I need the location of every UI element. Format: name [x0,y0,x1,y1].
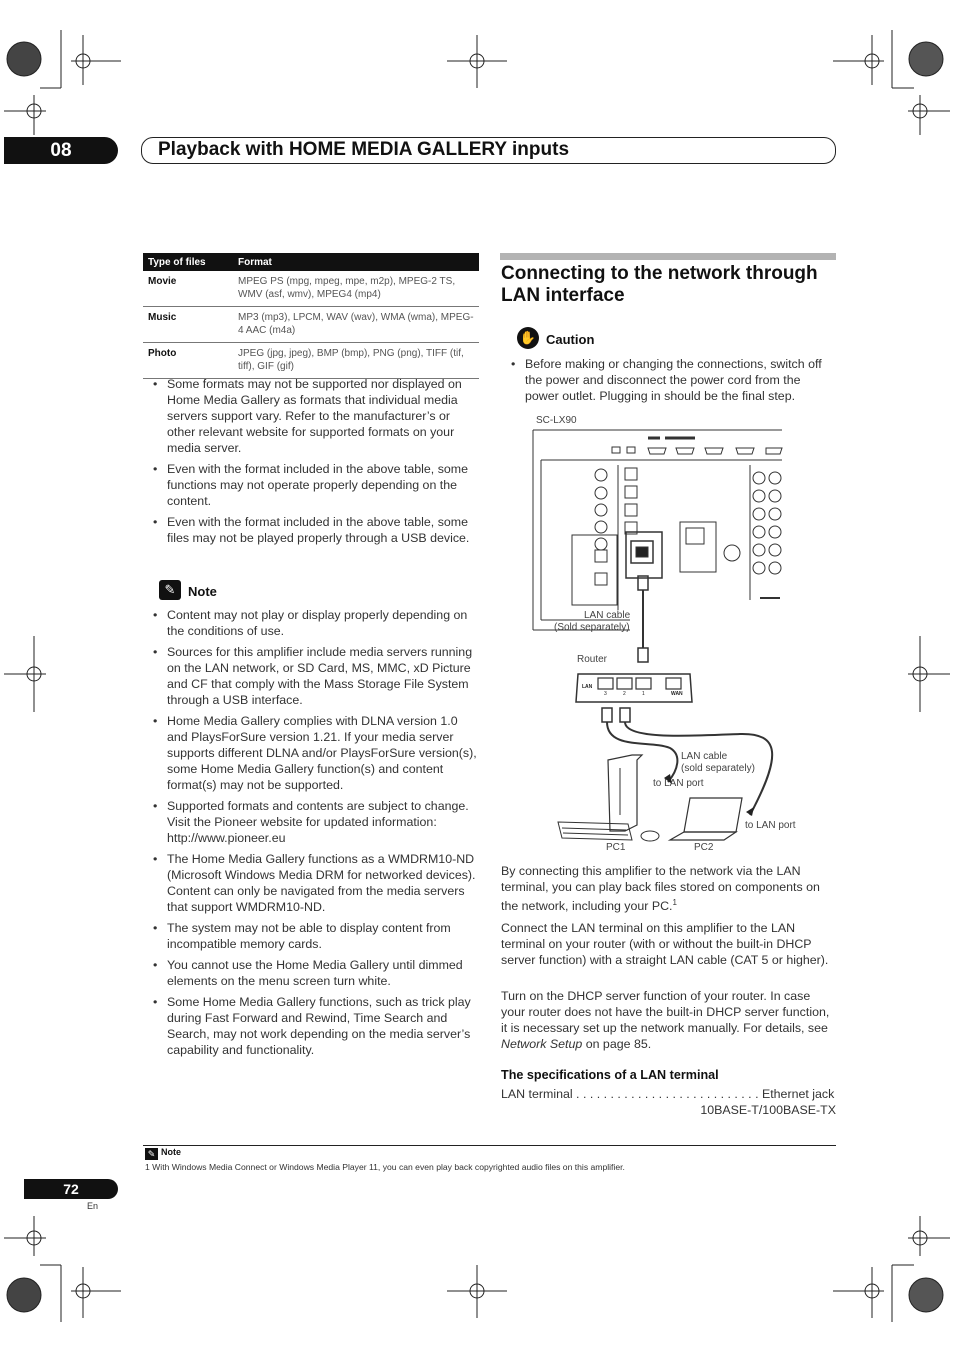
column-header-type: Type of files [143,253,233,271]
footnote-text: 1 With Windows Media Connect or Windows Media Player 11, you can even play back copyrighted audio files on this amplifier. [145,1162,625,1172]
language-code: En [87,1201,99,1211]
router-port-number: 3 [604,691,607,697]
chapter-number: 08 [4,137,118,164]
paragraph-intro [501,863,836,914]
format-notes-list [153,376,479,551]
router-label: Router [577,654,608,665]
list-item: • The Home Media Gallery functions as a WMDRM10-ND (Microsoft Windows Media DRM for networked devices). Content can only be navigated from the media servers that support WMDRM10-ND. [153,851,479,915]
paragraph-text: By connecting this amplifier to the network via the LAN terminal, you can play back files stored on components on the network, including your PC. [501,864,820,914]
chapter-title: Playback with HOME MEDIA GALLERY inputs [158,139,570,160]
list-item: • Sources for this amplifier include media servers running on the LAN network, or SD Card, MS, MMC, xD Picture and CF that comply with the Mass Storage File System through a USB interface. [153,644,479,708]
note-list [153,607,479,1063]
section-title: Connecting to the network through LAN interface [501,263,818,306]
table-row [143,307,479,343]
router-wan-port-label: WAN [671,691,683,697]
page-number: 72 [24,1179,118,1199]
file-type-cell: Photo [143,343,233,379]
pc1-label: PC1 [606,842,626,853]
file-type-cell: Music [143,307,233,343]
format-cell: JPEG (jpg, jpeg), BMP (bmp), PNG (png), TIFF (tif, tiff), GIF (gif) [233,343,479,379]
list-item: • Some Home Media Gallery functions, such as trick play during Fast Forward and Rewind, Time Search and Search, may not work depending on the media server’s capability and functionality. [153,994,479,1058]
pc1-port-label: to LAN port [653,778,704,789]
specs-title: The specifications of a LAN terminal [501,1068,719,1082]
caution-hand-icon: ✋ [517,327,539,349]
footnote-label: Note [161,1147,181,1157]
list-item: • Supported formats and contents are subject to change. Visit the Pioneer website for updated information: http://www.pioneer.eu [153,798,479,846]
paragraph-connect: Connect the LAN terminal on this amplifier to the LAN terminal on your router (with or without the built-in DHCP server function) with a straight LAN cable (CAT 5 or higher). [501,921,829,967]
paragraph-dhcp [501,988,836,1052]
receiver-label: SC-LX90 [536,415,577,426]
format-cell: MPEG PS (mpg, mpeg, mpe, m2p), MPEG-2 TS, WMV (asf, wmv), MPEG4 (mp4) [233,271,479,307]
list-item: • Home Media Gallery complies with DLNA version 1.0 and PlaysForSure version 1.21. If your media server supports different DLNA and/or PlaysForSure version(s), some Home Media Gallery function(s) and content format(s) may not be supported. [153,713,479,793]
caution-text: • Before making or changing the connections, switch off the power and disconnect the power cord from the power outlet. Plugging in should be the final step. [511,356,836,404]
lan-cable-sold-separately: (sold separately) [681,763,755,774]
list-item: • Even with the format included in the above table, some functions may not operate properly depending on the content. [153,461,479,509]
caution-label: Caution [546,332,595,347]
footnote-rule [143,1145,836,1146]
note-pencil-icon: ✎ [159,580,181,600]
formats-table [143,253,479,379]
paragraph-text: Turn on the DHCP server function of your router. In case your router does not have the built-in DHCP server function, it is necessary set up the network manually. For details, see [501,989,830,1035]
file-type-cell: Movie [143,271,233,307]
paragraph-text: on page 85. [582,1037,652,1051]
list-item: • Even with the format included in the above table, some files may not be played properly through a USB device. [153,514,479,546]
caution-list [511,356,836,409]
note-label: Note [188,584,217,599]
list-item: • You cannot use the Home Media Gallery until dimmed elements on the menu screen turn white. [153,957,479,989]
spec-lan-standard: 10BASE-T/100BASE-TX [700,1103,836,1117]
lan-cable-label: LAN cable [681,751,728,762]
spec-lan-terminal: LAN terminal . . . . . . . . . . . . . . . . . . . . . . . . . . . Ethernet jack [501,1087,835,1101]
connection-diagram [500,410,836,860]
table-row [143,271,479,307]
lan-cable-sold-separately: (Sold separately) [554,622,630,633]
table-row [143,343,479,379]
lan-cable-label: LAN cable [584,610,631,621]
footnote-ref: 1 [672,898,677,907]
footnote-pencil-icon: ✎ [145,1148,158,1160]
table-header-row [143,253,479,271]
pc2-label: PC2 [694,842,714,853]
router-port-number: 2 [623,691,626,697]
format-cell: MP3 (mp3), LPCM, WAV (wav), WMA (wma), MPEG-4 AAC (m4a) [233,307,479,343]
router-lan-port-label: LAN [582,684,593,690]
list-item: • The system may not be able to display content from incompatible memory cards. [153,920,479,952]
section-divider [500,253,836,260]
list-item: • Content may not play or display properly depending on the conditions of use. [153,607,479,639]
column-header-format: Format [233,253,479,271]
cross-reference-link[interactable]: Network Setup [501,1037,583,1051]
list-item: • Some formats may not be supported nor displayed on Home Media Gallery as formats that individual media servers support vary. Refer to the manufacturer’s or other relevant website for supported formats on your media server. [153,376,479,456]
router-port-number: 1 [642,691,645,697]
pc2-port-label: to LAN port [745,820,796,831]
diagram-drawing [500,410,836,860]
